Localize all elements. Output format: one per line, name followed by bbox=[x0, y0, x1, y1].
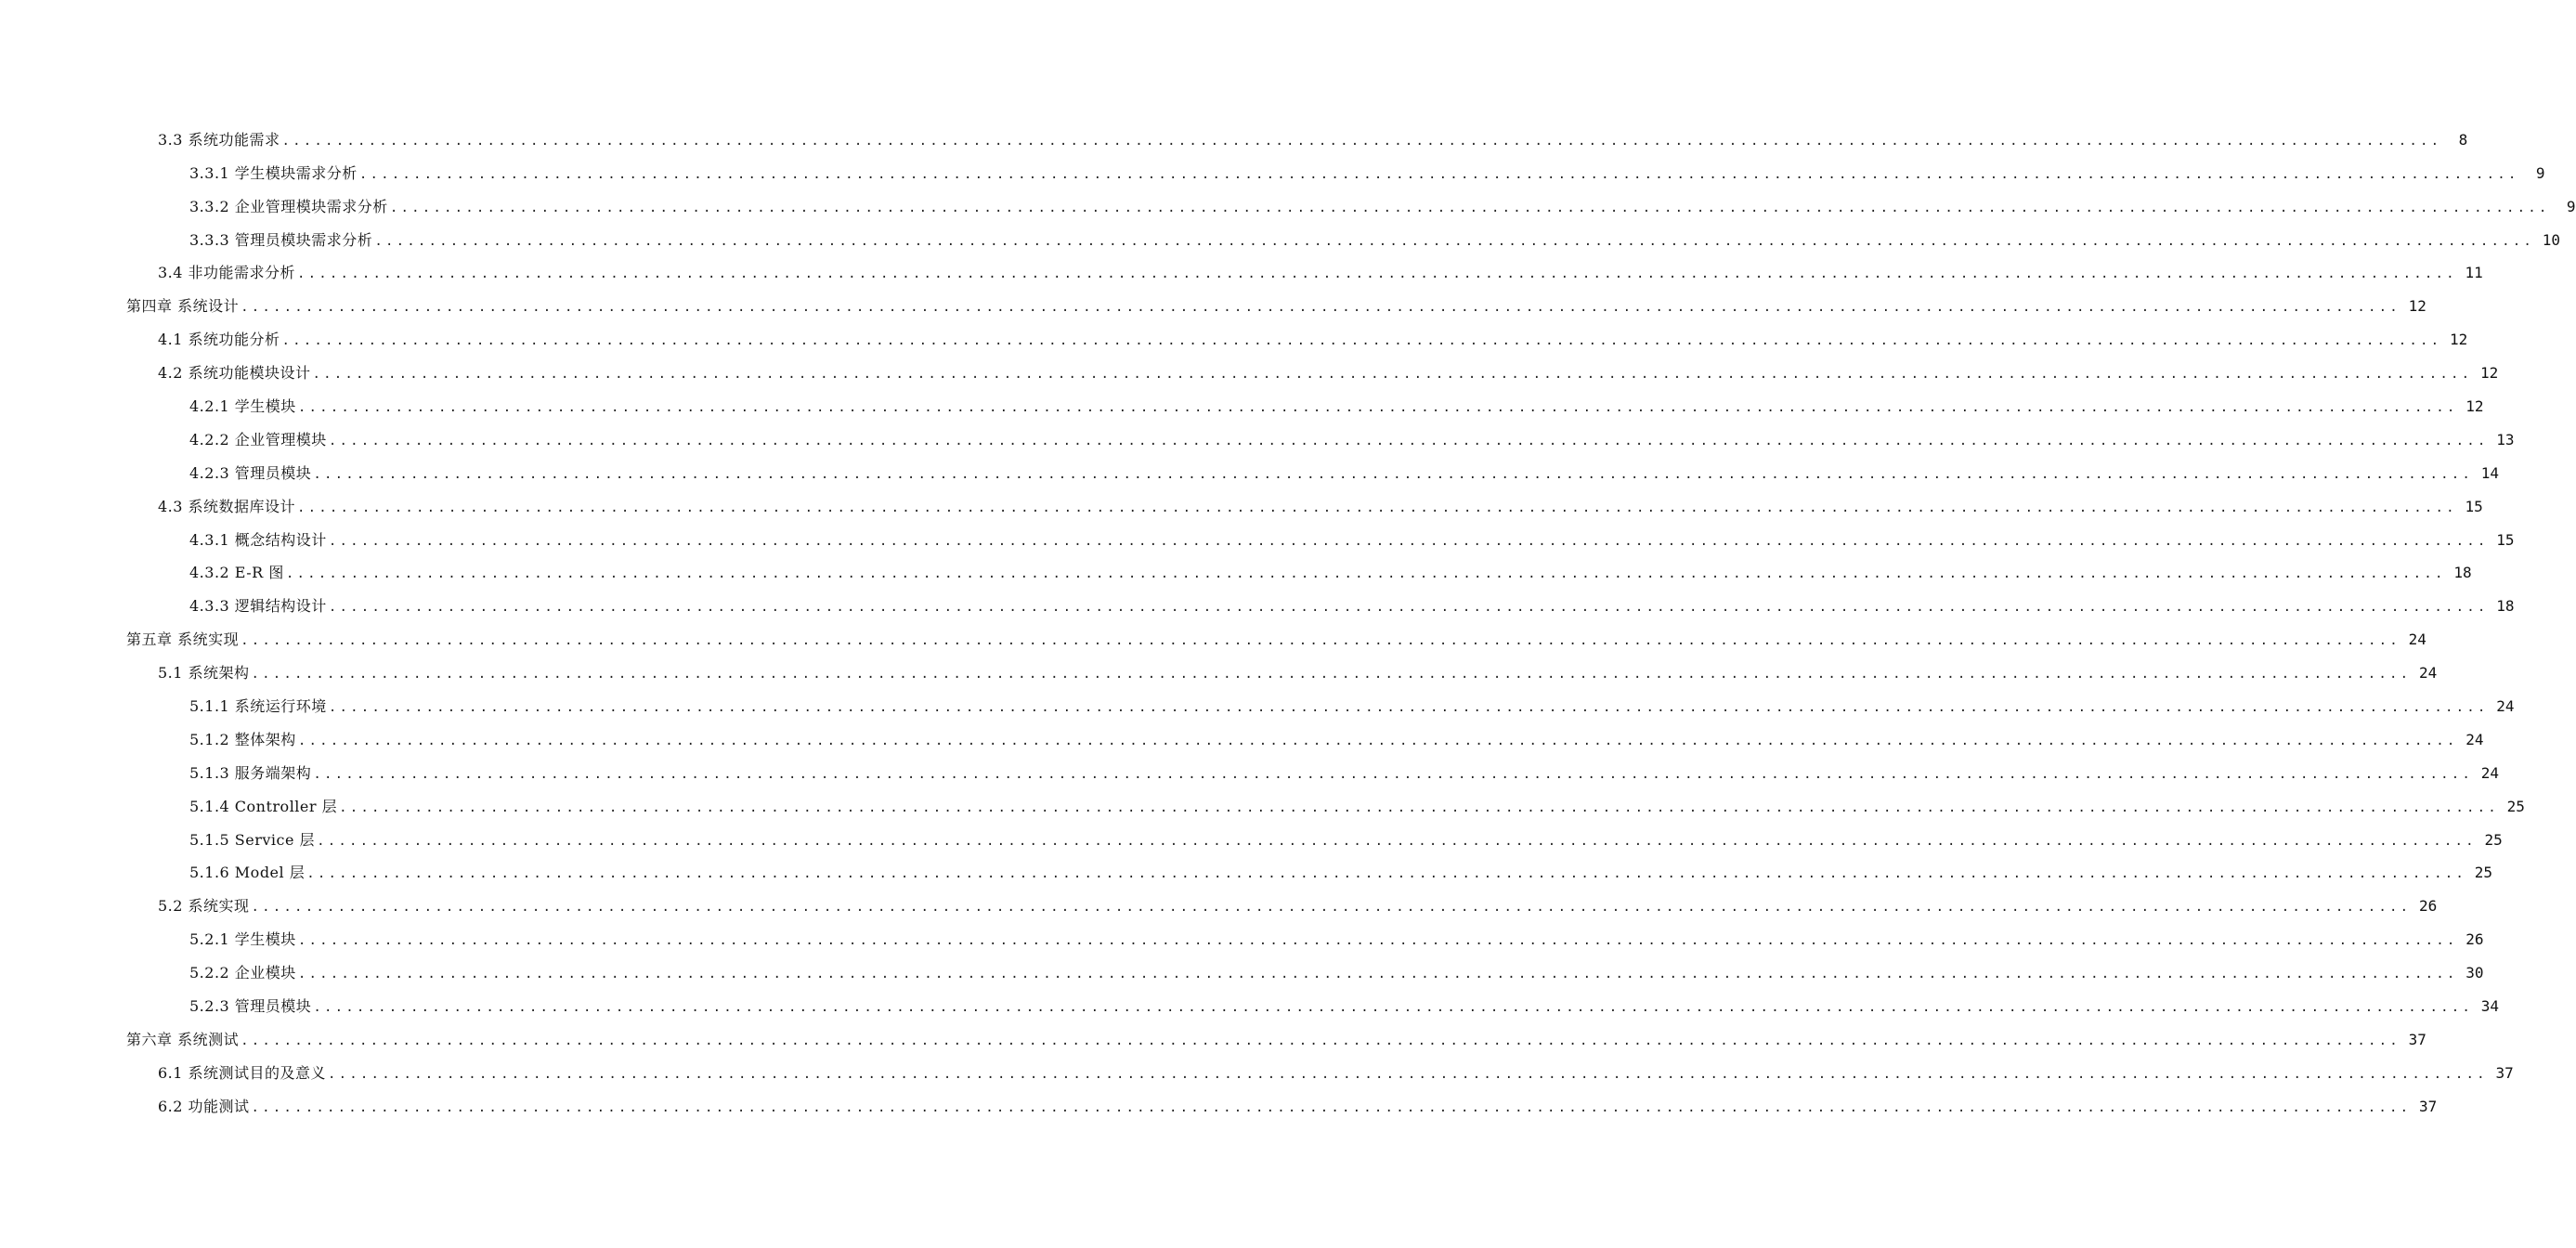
toc-entry-page-number: 18 bbox=[2453, 564, 2472, 582]
toc-dot-leader: ........................................................................................................................................................................................................ bbox=[313, 766, 2474, 782]
toc-entry[interactable] bbox=[189, 689, 2515, 722]
toc-entry[interactable] bbox=[189, 556, 2472, 590]
toc-entry-page-number: 11 bbox=[2465, 264, 2483, 282]
toc-entry-page-number: 24 bbox=[2408, 630, 2426, 649]
toc-dot-leader: ........................................................................................................................................................................................................ bbox=[328, 600, 2489, 616]
toc-dot-leader: ........................................................................................................................................................................................................ bbox=[297, 733, 2458, 748]
toc-entry-label: 3.3.1 学生模块需求分析 bbox=[189, 163, 358, 182]
toc-entry-page-number: 26 bbox=[2419, 897, 2438, 916]
toc-dot-leader: ........................................................................................................................................................................................................ bbox=[317, 833, 2477, 849]
toc-entry-page-number: 9 bbox=[2566, 197, 2576, 215]
toc-entry[interactable] bbox=[189, 956, 2484, 989]
toc-entry-label: 6.2 功能测试 bbox=[158, 1097, 250, 1115]
toc-entry-label: 第五章 系统实现 bbox=[126, 630, 240, 649]
toc-entry[interactable] bbox=[189, 523, 2515, 556]
toc-entry-page-number: 24 bbox=[2465, 730, 2484, 748]
toc-entry-label: 5.2.3 管理员模块 bbox=[189, 997, 312, 1016]
toc-entry-page-number: 12 bbox=[2450, 331, 2468, 349]
toc-entry[interactable] bbox=[189, 722, 2484, 756]
toc-entry-label: 4.3.2 E-R 图 bbox=[189, 564, 284, 582]
toc-dot-leader: ........................................................................................................................................................................................................ bbox=[297, 266, 2457, 282]
toc-dot-leader: ........................................................................................................................................................................................................ bbox=[281, 333, 2442, 349]
toc-dot-leader: ........................................................................................................................................................................................................ bbox=[306, 866, 2466, 882]
toc-dot-leader: ........................................................................................................................................................................................................ bbox=[251, 667, 2412, 682]
toc-entry[interactable] bbox=[189, 823, 2503, 856]
toc-entry[interactable] bbox=[126, 1022, 2426, 1056]
toc-entry-page-number: 25 bbox=[2506, 797, 2525, 815]
toc-entry-page-number: 9 bbox=[2535, 163, 2545, 182]
toc-dot-leader: ........................................................................................................................................................................................................ bbox=[374, 233, 2535, 249]
toc-entry[interactable] bbox=[158, 489, 2483, 523]
toc-entry[interactable] bbox=[189, 589, 2515, 622]
toc-dot-leader: ........................................................................................................................................................................................................ bbox=[358, 166, 2519, 182]
toc-entry-page-number: 37 bbox=[2408, 1030, 2426, 1048]
toc-entry[interactable] bbox=[189, 456, 2500, 489]
toc-entry-page-number: 30 bbox=[2465, 964, 2484, 982]
toc-entry-label: 4.2.2 企业管理模块 bbox=[189, 430, 327, 448]
toc-entry-page-number: 12 bbox=[2465, 397, 2484, 416]
toc-entry[interactable] bbox=[189, 922, 2484, 956]
toc-dot-leader: ........................................................................................................................................................................................................ bbox=[241, 300, 2400, 316]
toc-entry[interactable] bbox=[189, 156, 2545, 189]
toc-entry-label: 4.3.3 逻辑结构设计 bbox=[189, 597, 327, 616]
toc-entry[interactable] bbox=[189, 989, 2500, 1022]
toc-dot-leader: ........................................................................................................................................................................................................ bbox=[251, 1099, 2412, 1115]
toc-entry-label: 5.1.1 系统运行环境 bbox=[189, 697, 327, 716]
toc-entry-label: 5.2 系统实现 bbox=[158, 897, 250, 916]
toc-entry-label: 第六章 系统测试 bbox=[126, 1030, 240, 1048]
toc-entry[interactable] bbox=[158, 1056, 2514, 1089]
table-of-contents bbox=[0, 123, 2576, 1123]
toc-dot-leader: ........................................................................................................................................................................................................ bbox=[285, 566, 2446, 582]
toc-entry-label: 4.2.1 学生模块 bbox=[189, 397, 296, 416]
toc-entry[interactable] bbox=[158, 123, 2468, 156]
toc-dot-leader: ........................................................................................................................................................................................................ bbox=[251, 900, 2412, 916]
toc-entry-label: 4.2 系统功能模块设计 bbox=[158, 364, 311, 383]
toc-dot-leader: ........................................................................................................................................................................................................ bbox=[312, 367, 2473, 383]
toc-entry[interactable] bbox=[158, 656, 2438, 689]
toc-dot-leader: ........................................................................................................................................................................................................ bbox=[389, 200, 2550, 215]
toc-entry-label: 4.2.3 管理员模块 bbox=[189, 463, 312, 482]
toc-entry-label: 5.2.1 学生模块 bbox=[189, 930, 296, 949]
toc-entry-label: 4.1 系统功能分析 bbox=[158, 331, 280, 349]
toc-entry-label: 5.1.3 服务端架构 bbox=[189, 763, 312, 782]
toc-entry-label: 5.1.4 Controller 层 bbox=[189, 797, 338, 815]
toc-dot-leader: ........................................................................................................................................................................................................ bbox=[281, 133, 2442, 149]
toc-entry[interactable] bbox=[158, 1089, 2438, 1123]
toc-entry-page-number: 24 bbox=[2496, 697, 2515, 716]
toc-entry[interactable] bbox=[126, 289, 2426, 322]
toc-entry[interactable] bbox=[189, 223, 2561, 256]
toc-entry-label: 5.1.5 Service 层 bbox=[189, 830, 316, 849]
toc-dot-leader: ........................................................................................................................................................................................................ bbox=[297, 500, 2457, 515]
toc-entry-page-number: 24 bbox=[2480, 763, 2500, 782]
toc-dot-leader: ........................................................................................................................................................................................................ bbox=[241, 1033, 2400, 1048]
toc-dot-leader: ........................................................................................................................................................................................................ bbox=[313, 1000, 2474, 1016]
toc-entry-label: 3.3 系统功能需求 bbox=[158, 130, 280, 149]
toc-dot-leader: ........................................................................................................................................................................................................ bbox=[241, 633, 2400, 649]
toc-entry-page-number: 24 bbox=[2419, 664, 2438, 682]
toc-entry-page-number: 15 bbox=[2465, 497, 2483, 515]
toc-entry-label: 5.2.2 企业模块 bbox=[189, 964, 296, 982]
toc-dot-leader: ........................................................................................................................................................................................................ bbox=[297, 967, 2458, 982]
toc-dot-leader: ........................................................................................................................................................................................................ bbox=[297, 400, 2458, 416]
toc-dot-leader: ........................................................................................................................................................................................................ bbox=[328, 1066, 2488, 1082]
toc-dot-leader: ........................................................................................................................................................................................................ bbox=[297, 933, 2458, 949]
toc-entry-label: 5.1.2 整体架构 bbox=[189, 730, 296, 748]
toc-dot-leader: ........................................................................................................................................................................................................ bbox=[328, 700, 2489, 716]
toc-entry-page-number: 26 bbox=[2465, 930, 2484, 949]
toc-entry-page-number: 14 bbox=[2480, 463, 2500, 482]
toc-entry[interactable] bbox=[158, 356, 2499, 389]
toc-entry[interactable] bbox=[189, 789, 2525, 823]
toc-entry-label: 5.1 系统架构 bbox=[158, 664, 250, 682]
toc-entry-page-number: 25 bbox=[2484, 830, 2503, 849]
toc-entry-label: 4.3 系统数据库设计 bbox=[158, 497, 296, 515]
toc-entry-label: 6.1 系统测试目的及意义 bbox=[158, 1063, 327, 1082]
toc-entry-label: 第四章 系统设计 bbox=[126, 297, 240, 316]
toc-dot-leader: ........................................................................................................................................................................................................ bbox=[313, 466, 2474, 482]
toc-entry[interactable] bbox=[158, 256, 2483, 290]
toc-entry-label: 5.1.6 Model 层 bbox=[189, 864, 306, 882]
toc-entry-label: 3.3.3 管理员模块需求分析 bbox=[189, 230, 373, 249]
toc-entry-page-number: 8 bbox=[2458, 130, 2468, 149]
toc-dot-leader: ........................................................................................................................................................................................................ bbox=[328, 433, 2489, 448]
toc-entry[interactable] bbox=[189, 189, 2576, 223]
toc-entry[interactable] bbox=[189, 422, 2515, 456]
toc-entry-page-number: 25 bbox=[2474, 864, 2492, 882]
toc-entry-page-number: 12 bbox=[2408, 297, 2426, 316]
toc-entry-page-number: 37 bbox=[2495, 1063, 2514, 1082]
toc-entry[interactable] bbox=[189, 389, 2484, 422]
toc-entry[interactable] bbox=[158, 889, 2438, 922]
toc-entry-page-number: 13 bbox=[2496, 430, 2515, 448]
toc-entry-label: 4.3.1 概念结构设计 bbox=[189, 530, 327, 549]
toc-entry-page-number: 34 bbox=[2480, 997, 2500, 1016]
toc-entry-page-number: 37 bbox=[2419, 1097, 2438, 1115]
toc-entry-page-number: 12 bbox=[2480, 364, 2499, 383]
toc-entry[interactable] bbox=[126, 622, 2426, 656]
toc-dot-leader: ........................................................................................................................................................................................................ bbox=[328, 533, 2489, 549]
toc-entry-page-number: 18 bbox=[2496, 597, 2515, 616]
toc-entry-label: 3.4 非功能需求分析 bbox=[158, 264, 296, 282]
toc-entry[interactable] bbox=[158, 322, 2468, 356]
toc-entry-label: 3.3.2 企业管理模块需求分析 bbox=[189, 197, 388, 215]
toc-entry-page-number: 10 bbox=[2542, 230, 2561, 249]
toc-dot-leader: ........................................................................................................................................................................................................ bbox=[339, 800, 2499, 815]
toc-entry[interactable] bbox=[189, 756, 2500, 789]
toc-entry-page-number: 15 bbox=[2496, 530, 2515, 549]
toc-entry[interactable] bbox=[189, 856, 2492, 890]
